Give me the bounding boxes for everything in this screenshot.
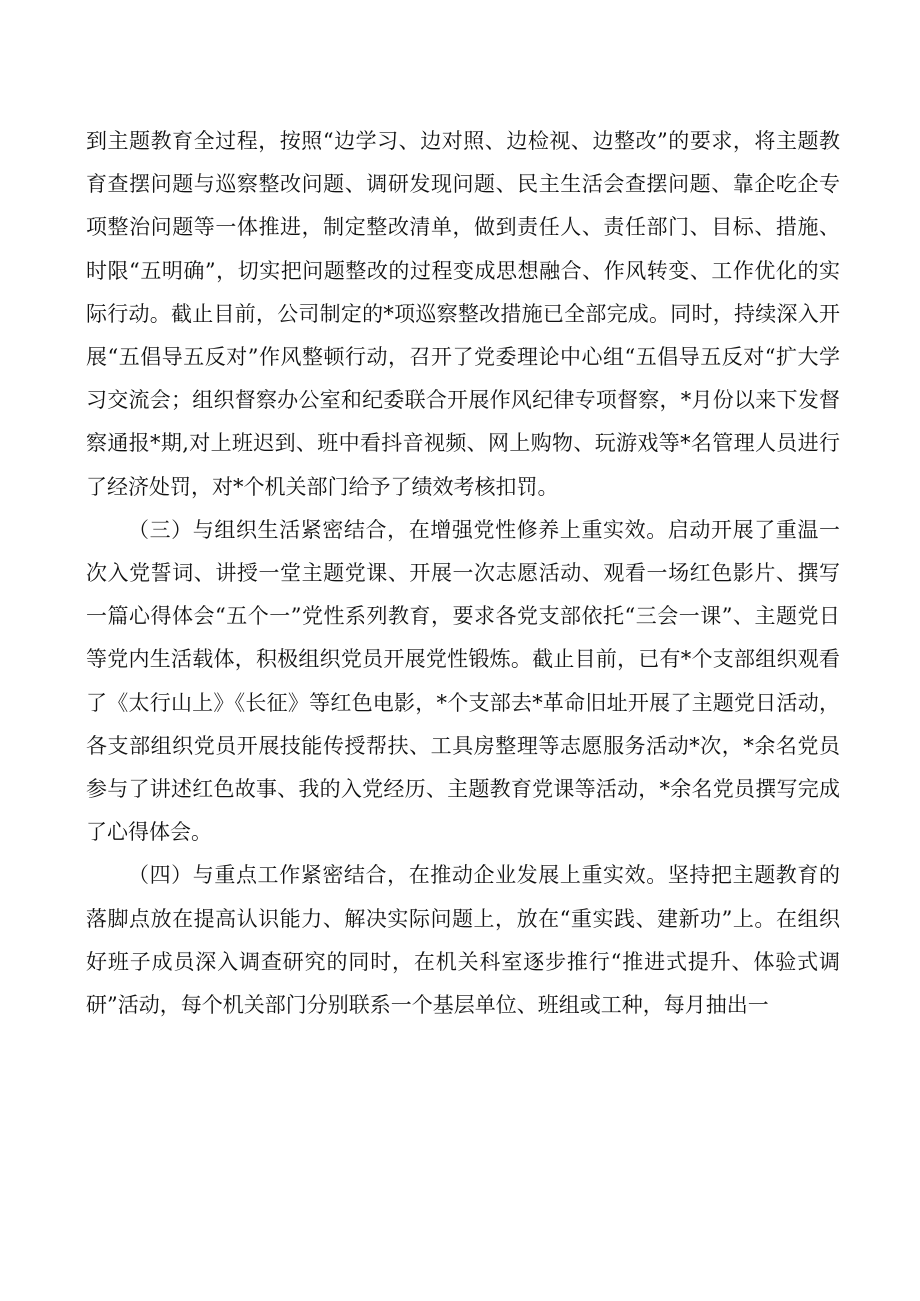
document-page — [86, 120, 840, 1027]
paragraph-continuation: 到主题教育全过程，按照“边学习、边对照、边检视、边整改”的要求，将主题教育查摆问题与巡察整改问题、调研发现问题、民主生活会查摆问题、靠企吃企专项整治问题等一体推进，制定整改清单，做到责任人、责任部门、目标、措施、时限“五明确”，切实把问题整改的过程变成思想融合、作风转变、工作优化的实际行动。截止目前，公司制定的*项巡察整改措施已全部完成。同时，持续深入开展“五倡导五反对”作风整顿行动，召开了党委理论中心组“五倡导五反对“扩大学习交流会；组织督察办公室和纪委联合开展作风纪律专项督察，*月份以来下发督察通报*期,对上班迟到、班中看抖音视频、网上购物、玩游戏等*名管理人员进行了经济处罚，对*个机关部门给予了绩效考核扣罚。 — [86, 129, 840, 499]
paragraph-section-4: （四）与重点工作紧密结合，在推动企业发展上重实效。坚持把主题教育的落脚点放在提高认识能力、解决实际问题上，放在“重实践、建新功”上。在组织好班子成员深入调查研究的同时，在机关科室逐步推行“推进式提升、体验式调研”活动，每个机关部门分别联系一个基层单位、班组或工种，每月抽出一 — [86, 863, 840, 1018]
paragraph-section-3: （三）与组织生活紧密结合，在增强党性修养上重实效。启动开展了重温一次入党誓词、讲授一堂主题党课、开展一次志愿活动、观看一场红色影片、撰写一篇心得体会“五个一”党性系列教育，要求各党支部依托“三会一课”、主题党日等党内生活载体，积极组织党员开展党性锻炼。截止目前，已有*个支部组织观看了《太行山上》《长征》等红色电影，*个支部去*革命旧址开展了主题党日活动，各支部组织党员开展技能传授帮扶、工具房整理等志愿服务活动*次，*余名党员参与了讲述红色故事、我的入党经历、主题教育党课等活动，*余名党员撰写完成了心得体会。 — [86, 517, 840, 845]
